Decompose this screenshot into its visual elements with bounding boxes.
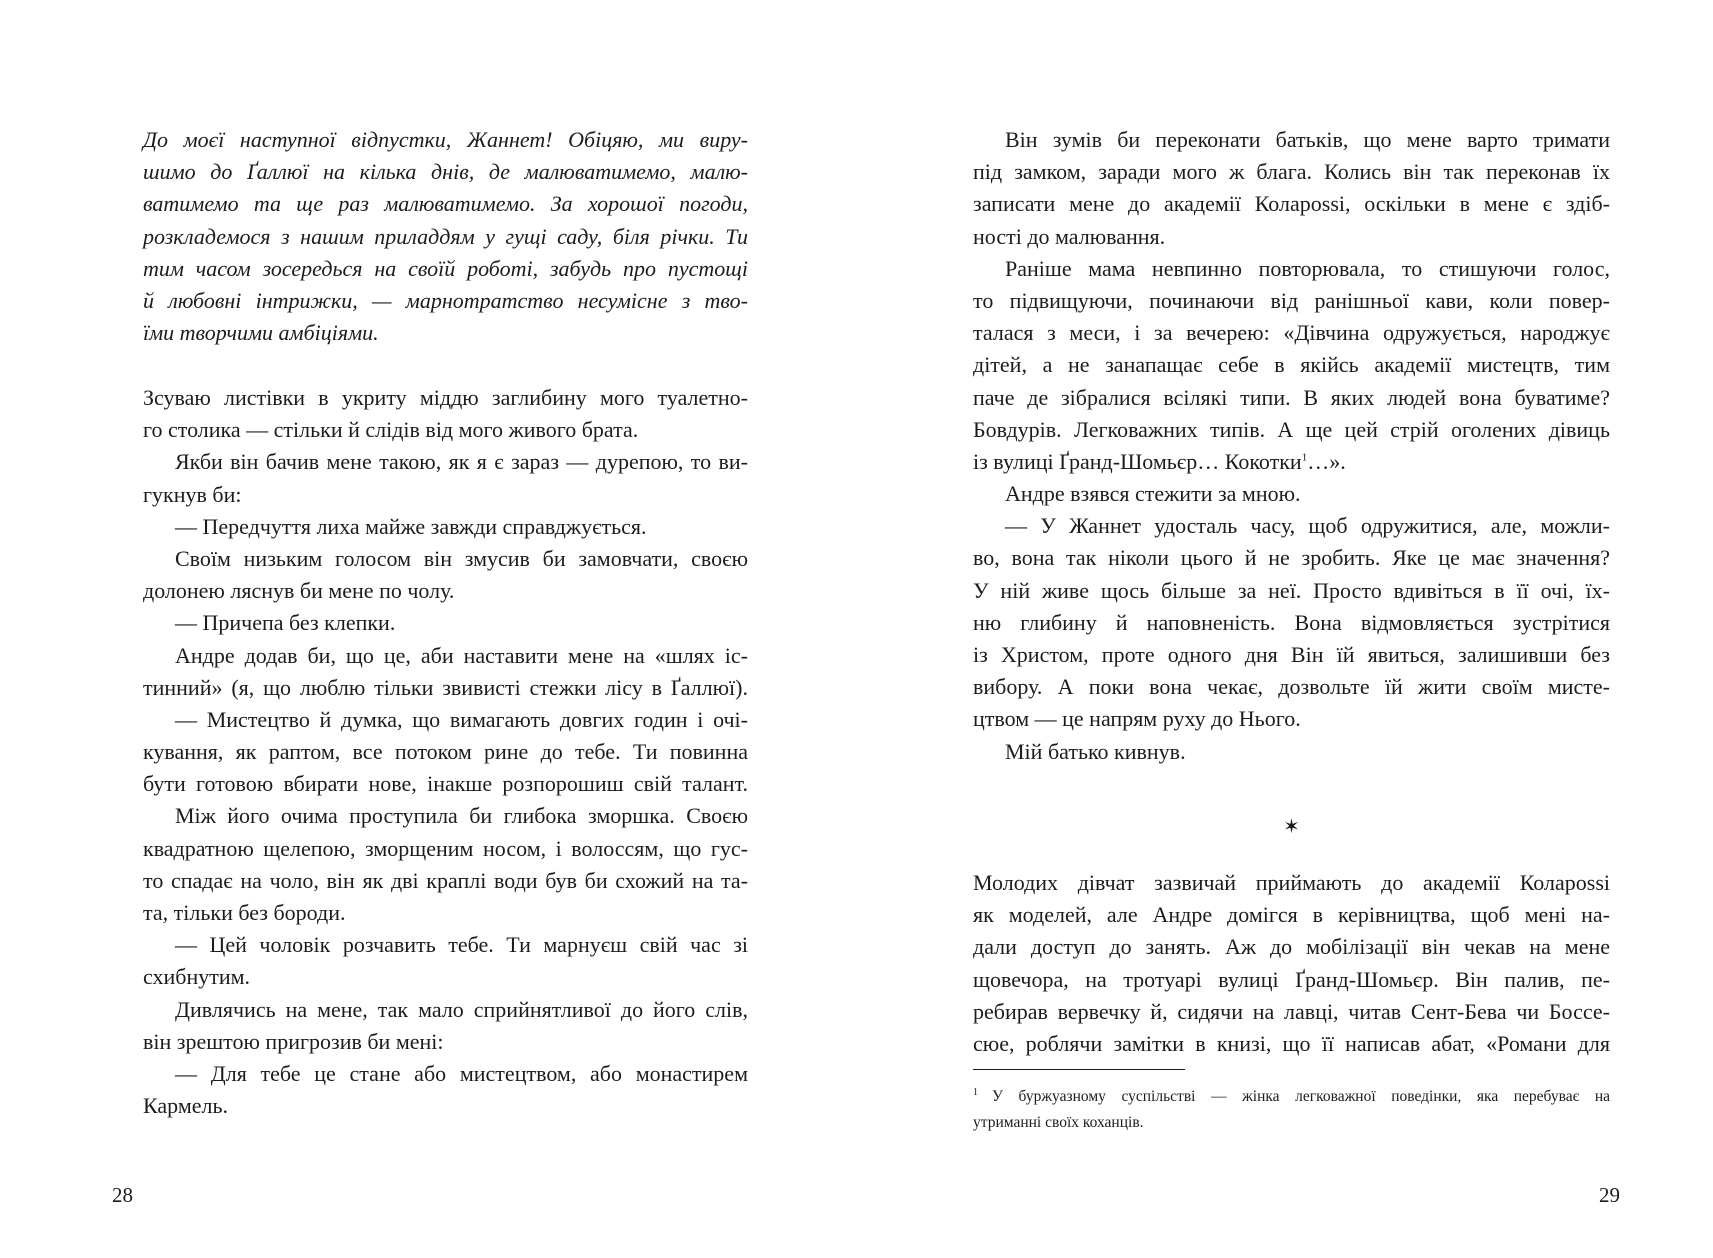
text-line: Бовдурів. Легковажних типів. А ще цей стрій оголених дівиць: [973, 416, 1610, 442]
footnote-reference[interactable]: 1: [1301, 451, 1308, 464]
epigraph-line: розкладемося з нашим приладдям у гущі саду, біля річки. Ти: [143, 223, 748, 249]
text-line: долонею ляснув би мене по чолу.: [143, 578, 455, 604]
footnote-text: У буржуазному суспільстві — жінка легковажної поведінки, яка перебуває на: [992, 1088, 1610, 1105]
text-line: паче де зібралися всілякі типи. В яких людей вона буватиме?: [973, 384, 1610, 410]
text-line: із Христом, проте одного дня Він їй явиться, залишивши без: [973, 642, 1610, 667]
text-line: Раніше мама невпинно повторювала, то стишуючи голос,: [1005, 255, 1610, 281]
text-line: — У Жаннет удосталь часу, щоб одружитися, але, можли-: [1005, 513, 1610, 539]
text-line: дітей, а не занапащає себе в якійсь академії мистецтв, тим: [973, 352, 1610, 378]
text-line: Дивлячись на мене, так мало сприйнятливої до його слів,: [175, 996, 748, 1022]
text-line: го столика — стільки й слідів від мого живого брата.: [143, 417, 639, 443]
section-separator: ✶: [1283, 816, 1300, 838]
footnote-line: [973, 1084, 1610, 1110]
right-body-text: [973, 124, 1610, 768]
left-page: [0, 0, 856, 1258]
text-line: ребирав вервечку й, сидячи на лавці, читав Сент-Бева чи Боссе-: [973, 998, 1610, 1024]
text-line: як моделей, але Андре домігся в керівництва, щоб мені на-: [973, 902, 1610, 928]
text-line: ності до малювання.: [973, 223, 1166, 249]
text-line: під замком, заради мого ж блага. Колись він так переконав їх: [973, 159, 1610, 185]
text-line: Кармель.: [143, 1093, 229, 1119]
epigraph-line: їми творчими амбіціями.: [143, 320, 379, 346]
text-line: щовечора, на тротуарі вулиці Ґранд-Шомьєр. Він палив, пе-: [973, 966, 1610, 992]
text-line: Своїм низьким голосом він змусив би замовчати, своєю: [175, 545, 748, 571]
epigraph-line: й любовні інтрижки, — марнотратство несумісне з тво-: [143, 287, 748, 313]
footnote-divider: [973, 1069, 1185, 1070]
text-line: та, тільки без бороди.: [143, 900, 346, 925]
text-line: він зрештою пригрозив би мені:: [143, 1028, 444, 1054]
text-line: Зсуваю листівки в укриту міддю заглибину мого туалетно-: [143, 385, 748, 410]
epigraph-line: ватимемо та ще раз малюватимемо. За хорошої погоди,: [143, 191, 748, 217]
text-line-segment: …».: [1307, 448, 1346, 474]
epigraph: [143, 124, 748, 349]
text-line: дали доступ до занять. Аж до мобілізації він чекав на мене: [973, 934, 1610, 960]
text-line: гукнув би:: [143, 481, 242, 507]
page-number: 29: [1599, 1183, 1620, 1207]
right-body-text-continued: [973, 867, 1610, 1060]
epigraph-line: тим часом зосередься на своїй роботі, забудь про пустощі: [143, 255, 748, 281]
epigraph-line: До моєї наступної відпустки, Жаннет! Обіцяю, ми виру-: [143, 127, 748, 152]
text-line: Андре додав би, що це, аби наставити мене на «шлях іс-: [175, 642, 748, 668]
left-body-text: [143, 382, 748, 1122]
text-line: ню глибину й наповненість. Вона відмовляється зустрітися: [973, 609, 1610, 635]
text-line: Він зумів би переконати батьків, що мене варто тримати: [1005, 127, 1610, 152]
text-line: Молодих дівчат зазвичай приймають до академії Коларossі: [973, 870, 1610, 895]
text-line: кування, як раптом, все потоком рине до тебе. Ти повинна: [143, 739, 748, 765]
page-number: 28: [112, 1183, 133, 1207]
text-line: во, вона так ніколи цього й не зробить. Яке це має значення?: [973, 545, 1610, 571]
text-line: тинний» (я, що люблю тільки звивисті стежки лісу в Ґаллюї).: [143, 674, 748, 700]
epigraph-line: шимо до Ґаллюї на кілька днів, де малюватимемо, малю-: [143, 159, 748, 185]
text-line: Мій батько кивнув.: [1005, 738, 1186, 764]
text-line: то підвищуючи, починаючи від ранішньої кави, коли повер-: [973, 287, 1610, 313]
text-line-segment: із вулиці Ґранд-Шомьєр… Кокотки: [973, 448, 1302, 474]
text-line: — Для тебе це стане або мистецтвом, або монастирем: [175, 1060, 748, 1086]
footnote-number: 1: [973, 1086, 978, 1098]
text-line: — Мистецтво й думка, що вимагають довгих годин і очі-: [175, 706, 748, 732]
text-line: У ній живе щось більше за неї. Просто вдивіться в її очі, їх-: [973, 577, 1610, 603]
footnote: [973, 1084, 1610, 1136]
text-line: — Причепа без клепки.: [175, 610, 396, 636]
text-line: Якби він бачив мене такою, як я є зараз — дурепою, то ви-: [175, 449, 748, 475]
text-line: записати мене до академії Коларossі, оскільки в мене є здіб-: [973, 191, 1610, 217]
text-line: — Цей чоловік розчавить тебе. Ти марнуєш свій час зі: [175, 932, 748, 958]
text-line: Між його очима проступила би глибока зморшка. Своєю: [175, 803, 748, 829]
right-page: [856, 0, 1713, 1258]
text-line: цтвом — це напрям руху до Нього.: [973, 706, 1301, 732]
footnote-line: утриманні своїх коханців.: [973, 1114, 1144, 1131]
text-line: Андре взявся стежити за мною.: [1005, 481, 1301, 507]
text-line: квадратною щелепою, зморщеним носом, і волоссям, що гус-: [143, 835, 748, 861]
text-line: то спадає на чоло, він як дві краплі води був би схожий на та-: [143, 867, 748, 893]
text-line: — Передчуття лиха майже завжди справджується.: [175, 513, 647, 539]
text-line: талася з меси, і за вечерею: «Дівчина одружується, народжує: [973, 320, 1610, 346]
text-line: схибнутим.: [143, 964, 251, 990]
text-line: [973, 446, 1610, 478]
text-line: сюе, роблячи замітки в книзі, що її написав абат, «Романи для: [973, 1030, 1610, 1056]
text-line: вибору. А поки вона чекає, дозвольте їй жити своїм мисте-: [973, 674, 1610, 700]
text-line: бути готовою вбирати нове, інакше розпорошиш свій талант.: [143, 771, 748, 797]
